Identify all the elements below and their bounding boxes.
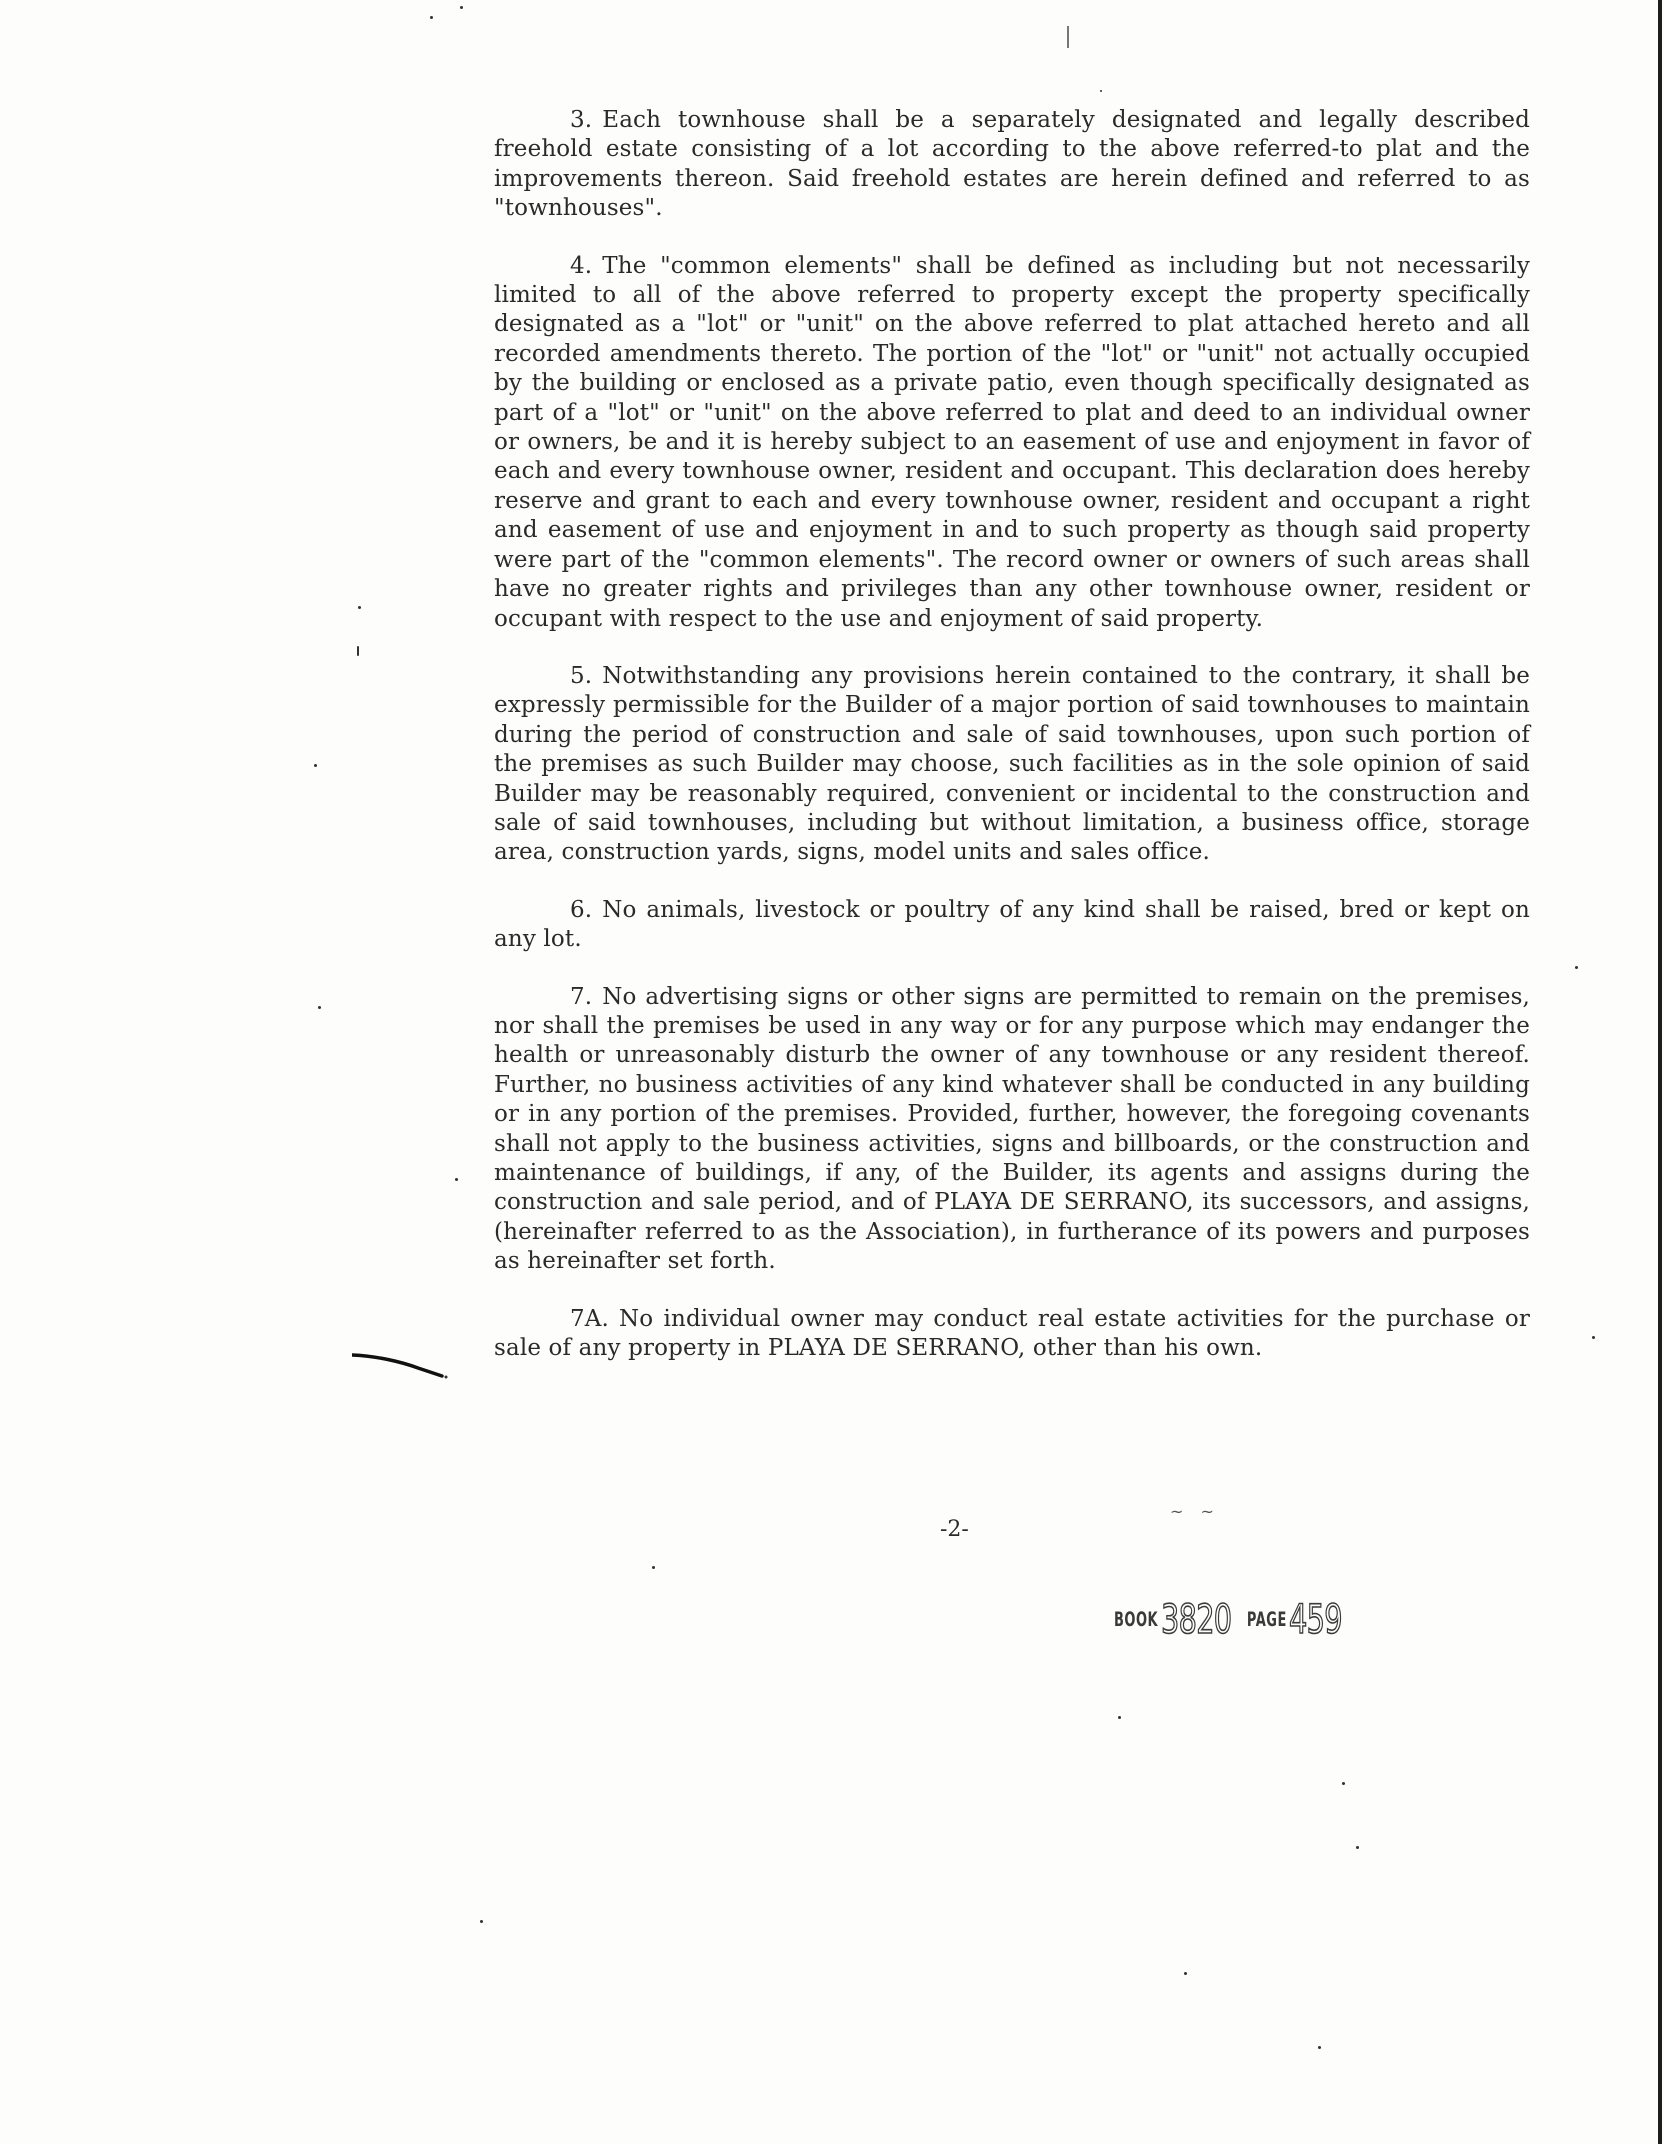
scan-speck [652,1566,655,1569]
scan-speck [1356,1846,1359,1849]
scan-speck [1318,2046,1321,2049]
scan-speck [455,1178,458,1181]
scan-mark [1067,26,1069,48]
paragraph-3 [494,106,1530,224]
paragraph-7 [494,983,1530,1277]
paragraph-number: 7A. [570,1305,610,1332]
paragraph-7a [494,1305,1530,1364]
paragraph-number: 4. [570,252,593,279]
paragraph-text: No advertising signs or other signs are permitted to remain on the premises, nor shall the premises be used in any way or for any purpose which may endanger the health or unreasonably disturb the owner of any townhouse or any resident thereof. Further, no business activities of any kind whatever shall be conducted in any building or in any portion of the premises. Provided, further, however, the foregoing covenants shall not apply to the business activities, signs and billboards, or the construction and maintenance of buildings, if any, of the Builder, its agents and assigns during the construction and sale period, and of PLAYA DE SERRANO, its successors, and assigns, (hereinafter referred to as the Association), in furtherance of its powers and purposes as hereinafter set forth. [494,983,1530,1275]
margin-pen-mark [352,1352,452,1392]
stamp-book-number: 3820 [1161,1597,1232,1643]
stamp-book-label: BOOK [1114,1609,1159,1632]
paragraph-number: 7. [570,983,593,1010]
scan-speck [1342,1782,1345,1785]
document-body [494,106,1530,1363]
stamp-page-label: PAGE [1246,1609,1287,1632]
page-edge-shadow [1658,0,1662,2144]
recording-stamp [1114,1580,1362,1643]
stamp-page-number: 459 [1288,1597,1342,1643]
paragraph-6 [494,896,1530,955]
paragraph-text: Notwithstanding any provisions herein contained to the contrary, it shall be expressly permissible for the Builder of a major portion of said townhouses to maintain during the period of construction and sale of said townhouses, upon such portion of the premises as such Builder may choose, such facilities as in the sole opinion of said Builder may be reasonably required, convenient or incidental to the construction and sale of said townhouses, including but without limitation, a business office, storage area, construction yards, signs, model units and sales office. [494,662,1530,866]
paragraph-number: 6. [570,896,593,923]
paragraph-5 [494,662,1530,868]
paragraph-text: The "common elements" shall be defined as including but not necessarily limited to all of the above referred to property except the property specifically designated as a "lot" or "unit" on the above referred to plat attached hereto and all recorded amendments thereto. The portion of the "lot" or "unit" not actually occupied by the building or enclosed as a private patio, even though specifically designated as part of a "lot" or "unit" on the above referred to plat and deed to an individual owner or owners, be and it is hereby subject to an easement of use and enjoyment in favor of each and every townhouse owner, resident and occupant. This declaration does hereby reserve and grant to each and every townhouse owner, resident and occupant a right and easement of use and enjoyment in and to such property as though said property were part of the "common elements". The record owner or owners of such areas shall have no greater rights and privileges than any other townhouse owner, resident or occupant with respect to the use and enjoyment of said property. [494,252,1530,632]
scan-speck [1592,1336,1595,1339]
scan-speck [1575,966,1578,969]
paragraph-text: No individual owner may conduct real estate activities for the purchase or sale of any property in PLAYA DE SERRANO, other than his own. [494,1305,1530,1362]
scan-speck [460,6,463,9]
paragraph-number: 3. [570,107,593,133]
scan-speck [314,764,317,767]
paragraph-text: No animals, livestock or poultry of any kind shall be raised, bred or kept on any lot. [494,896,1530,953]
page-number: -2- [940,1517,969,1542]
scan-speck [1184,1972,1187,1975]
scan-speck [1118,1716,1121,1719]
scan-speck [1100,90,1102,92]
scan-speck [358,606,361,609]
paragraph-number: 5. [570,662,593,689]
scan-speck [430,16,433,19]
paragraph-4 [494,252,1530,634]
scan-speck [357,646,359,656]
paragraph-text: Each townhouse shall be a separately designated and legally described freehold estate consisting of a lot according to the above referred-to plat and the improvements thereon. Said freehold estates are herein defined and referred to as "townhouses". [494,107,1530,222]
tilde-marks: ~ ~ [1170,1502,1220,1521]
scan-speck [480,1920,483,1923]
scan-speck [318,1006,321,1009]
